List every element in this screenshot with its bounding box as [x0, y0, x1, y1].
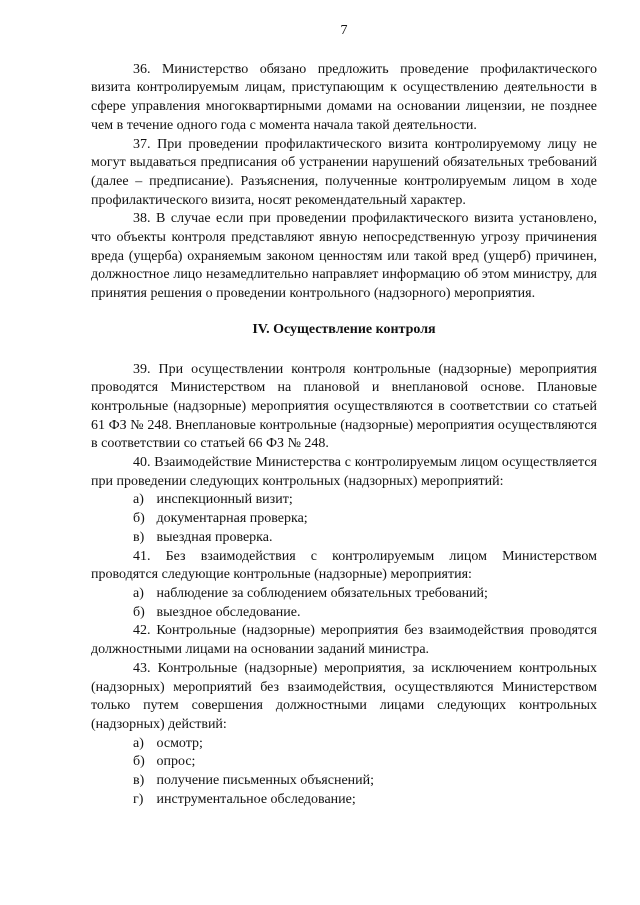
list-item: [91, 772, 597, 791]
list-43: [91, 735, 597, 810]
paragraph-41: 41. Без взаимодействия с контролируемым лицом Министерством проводятся следующие контрольные (надзорные) мероприятия:: [91, 548, 597, 583]
list-item-text: выездная проверка.: [156, 529, 273, 545]
list-marker: г): [133, 791, 144, 807]
list-marker: а): [133, 492, 144, 508]
document-page: [91, 22, 597, 809]
list-item-text: инспекционный визит;: [156, 492, 293, 508]
list-marker: в): [133, 529, 145, 545]
paragraph-37: 37. При проведении профилактического визита контролируемому лицу не могут выдаваться предписания об устранении нарушений обязательных требований (далее – предписание). Разъяснения, полученные контролируемым лицом в ходе профилактического визита, носят рекомендательный характер.: [91, 136, 597, 208]
list-marker: б): [133, 604, 145, 620]
list-item-text: получение письменных объяснений;: [156, 773, 375, 789]
list-item-text: осмотр;: [156, 735, 203, 751]
list-item-text: инструментальное обследование;: [156, 791, 356, 807]
page-number: 7: [340, 23, 348, 38]
list-item: [91, 735, 597, 754]
section-heading: IV. Осуществление контроля: [252, 321, 436, 337]
list-item-text: выездное обследование.: [156, 604, 301, 620]
list-item-text: наблюдение за соблюдением обязательных требований;: [156, 585, 488, 601]
list-marker: а): [133, 735, 144, 751]
paragraph-43: 43. Контрольные (надзорные) мероприятия, за исключением контрольных (надзорных) мероприятий без взаимодействия, осуществляются Министерством только путем совершения должностными лицами следующих контрольных (надзорных) действий:: [91, 660, 597, 732]
paragraph-38: 38. В случае если при проведении профилактического визита установлено, что объекты контроля представляют явную непосредственную угрозу причинения вреда (ущерба) охраняемым законом ценностям или такой вред (ущерб) причинен, должностное лицо незамедлительно направляет информацию об этом министру, для принятия решения о проведении контрольного (надзорного) мероприятия.: [91, 211, 597, 302]
list-item: [91, 791, 597, 810]
list-marker: в): [133, 773, 145, 789]
list-marker: а): [133, 585, 144, 601]
list-marker: б): [133, 511, 145, 527]
list-item: [91, 510, 597, 529]
paragraph-39: 39. При осуществлении контроля контрольные (надзорные) мероприятия проводятся Министерством на плановой и внеплановой основе. Плановые контрольные (надзорные) мероприятия осуществляются в соответствии со статьей 61 ФЗ № 248. Внеплановые контрольные (надзорные) мероприятия осуществляются в соответствии со статьей 66 ФЗ № 248.: [91, 361, 597, 452]
list-item: [91, 604, 597, 623]
list-item: [91, 585, 597, 604]
paragraph-36: 36. Министерство обязано предложить проведение профилактического визита контролируемым лицам, приступающим к осуществлению деятельности в сфере управления многоквартирными домами на основании лицензии, не позднее чем в течение одного года с момента начала такой деятельности.: [91, 61, 597, 133]
paragraph-42: 42. Контрольные (надзорные) мероприятия без взаимодействия проводятся должностными лицами на основании заданий министра.: [91, 623, 597, 658]
list-item: [91, 753, 597, 772]
list-41: [91, 585, 597, 622]
list-item: [91, 529, 597, 548]
list-marker: б): [133, 754, 145, 770]
list-item-text: опрос;: [156, 754, 196, 770]
list-item: [91, 491, 597, 510]
paragraph-40: 40. Взаимодействие Министерства с контролируемым лицом осуществляется при проведении следующих контрольных (надзорных) мероприятий:: [91, 455, 597, 489]
list-40: [91, 491, 597, 547]
list-item-text: документарная проверка;: [156, 511, 308, 527]
